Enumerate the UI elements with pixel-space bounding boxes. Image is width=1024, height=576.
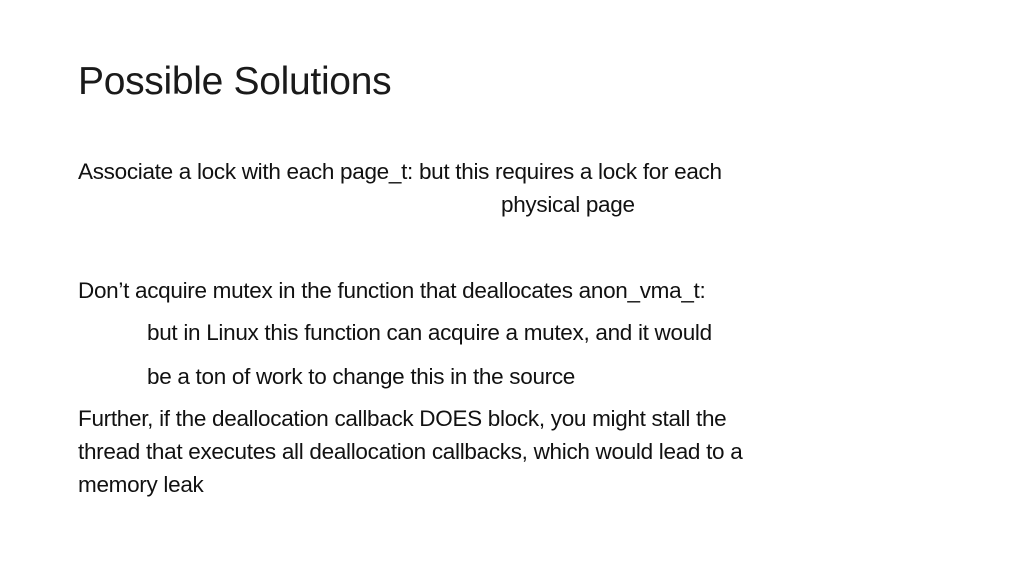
paragraph-1-line-1: Associate a lock with each page_t: but this requires a lock for each bbox=[78, 159, 722, 184]
paragraph-1-line-2: physical page bbox=[501, 192, 635, 217]
paragraph-3-line-1: Further, if the deallocation callback DOES block, you might stall the bbox=[78, 406, 727, 431]
paragraph-3-line-2: thread that executes all deallocation callbacks, which would lead to a bbox=[78, 439, 743, 464]
paragraph-2-line-1: Don’t acquire mutex in the function that deallocates anon_vma_t: bbox=[78, 278, 706, 303]
paragraph-2-line-3: be a ton of work to change this in the source bbox=[147, 364, 576, 389]
paragraph-2-line-2: but in Linux this function can acquire a mutex, and it would bbox=[147, 320, 712, 345]
paragraph-3-line-3: memory leak bbox=[78, 472, 204, 497]
slide-title: Possible Solutions bbox=[78, 60, 392, 103]
